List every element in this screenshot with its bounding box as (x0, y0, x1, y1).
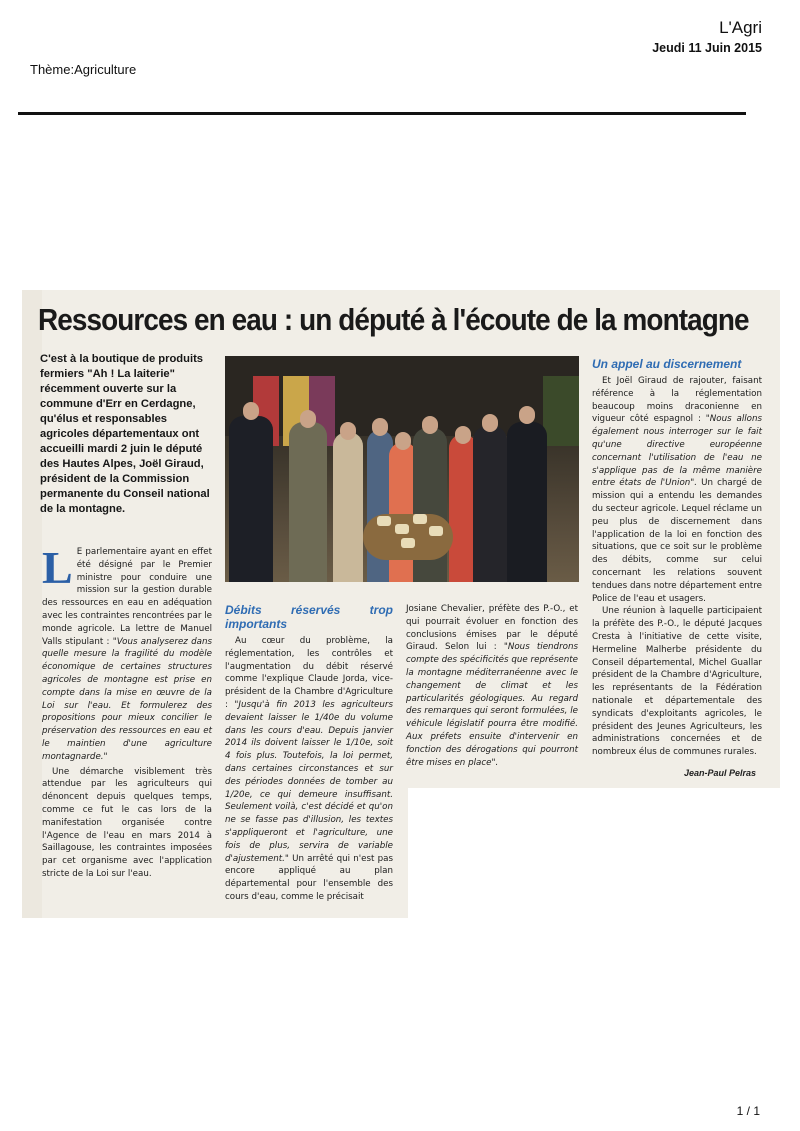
adjacent-column-edge (22, 290, 42, 918)
article-column-1 (42, 542, 212, 881)
article-intro: C'est à la boutique de produits fermiers "Ah ! La laiterie" récemment ouverte sur la commune d'Err en Cerdagne, qu'élus et responsables agricoles départementaux ont accueilli mardi 2 juin le député des Hautes Alpes, Joël Giraud, président de la Commission permanente du Conseil national de la montagne. (40, 353, 210, 515)
press-clipping (22, 290, 780, 918)
article-headline: Ressources en eau : un député à l'écoute de la montagne (38, 302, 749, 337)
col4-quote: "Nous allons également nous interroger sur le fait qu'une directive européenne concernant l'utilisation de l'eau ne s'applique pas de la même manière entre états de l'Union". (592, 414, 762, 489)
article-column-3 (406, 603, 578, 769)
publication-date: Jeudi 11 Juin 2015 (652, 41, 762, 55)
col2-paragraph-1-end: Un arrêté qui n'est pas encore appliqué au plan départemental pour l'ensemble des cours d'eau, comme le précisait (225, 853, 393, 902)
col3-quote: "Nous tiendrons compte des spécificités que représente la montagne méditerranéenne avec le changement de climat et les particularités géologiques. Au regard des remarques qui seront formulées, le véhicule législatif pourra être modifié. Aux préfets ensuite d'intervenir en fonction des dérogations qui pourront être mises en place". (406, 642, 578, 768)
header-divider (18, 112, 746, 115)
article-photo (225, 356, 579, 582)
page-indicator: 1 / 1 (736, 1104, 760, 1118)
col4-paragraph-2: Une réunion à laquelle participaient la préfète des P.-O., le député Jacques Cresta à l'initiative de cette visite, Hermeline Malherbe présidente du Conseil départemental, Michel Guallar président de la Chambre d'Agriculture, les représentants de la Fédération nationale et départementale des syndicats d'exploitants agricoles, le président des Jeunes Agriculteurs, les administrations concernées et de nombreux élus de communes rurales. (592, 606, 762, 758)
col1-quote: "Vous analyserez dans quelle mesure la fragilité du modèle économique de certaines structures agricoles de montagne est prise en compte dans la mise en œuvre de la Loi sur l'eau. Et formulerez des propositions pour mieux concilier le préservation des ressources en eau et le maintien d'une agriculture montagnarde." (42, 636, 212, 762)
article-column-4 (592, 357, 762, 759)
subhead-debits: Débits réservés trop importants (225, 603, 393, 631)
subhead-discernement: Un appel au discernement (592, 357, 742, 371)
col1-paragraph-1: E parlementaire ayant en effet été désigné par le Premier ministre pour conduire une mission sur la gestion durable des ressources en eau en adéquation avec les contraintes rencontrées par le monde agricole. La lettre de Manuel Valls stipulant : (42, 547, 212, 647)
author-signature: Jean-Paul Pelras (684, 768, 757, 778)
publication-name: L'Agri (719, 18, 762, 37)
col2-quote: "Jusqu'à fin 2013 les agriculteurs devaient laisser le 1/40e du volume dans les cours d'eau. Depuis janvier 2014 ils doivent laisser le 1/10e, soit 4 fois plus. Toutefois, la loi permet, dans certaines circonstances et sur des périodes données de tomber au 1/20e, ce qui demeure insuffisant. Seulement voilà, c'est décidé et qu'on ne se fasse pas d'illusion, les textes s'appliqueront et l'agriculture, une fois de plus, servira de variable d'ajustement." (225, 699, 393, 864)
drop-cap: L (42, 542, 73, 593)
col4-paragraph-1-end: Un chargé de mission qui a entendu les demandes du secteur agricole. Lequel réclame un peu plus de discernement dans l'application de la loi en fonction des situations, que ce soit sur le problème des débits, comme sur celui concernant les relations souvent tendues dans notre département entre Police de l'eau et usagers. (592, 478, 762, 604)
col2-paragraph-1: Au cœur du problème, la réglementation, les contrôles et l'augmentation du débit réservé comme l'explique Claude Jorda, vice-président de la Chambre d'Agriculture : (225, 636, 393, 710)
article-column-2 (225, 603, 393, 904)
col1-paragraph-2: Une démarche visiblement très attendue par les agriculteurs qui dénoncent depuis quelques temps, comme ce fut le cas lors de la manifestation organisée contre l'Agence de l'eau en mars 2014 à Saillagouse, les contraintes imposées par cet organisme avec l'application stricte de la Loi sur l'eau. (42, 766, 212, 879)
theme-label: Thème:Agriculture (30, 62, 137, 77)
col4-paragraph-1: Et Joël Giraud de rajouter, faisant référence à la réglementation beaucoup moins draconienne en vigueur côté espagnol : (592, 376, 762, 425)
col3-paragraph-1: Josiane Chevalier, préfète des P.-O., et qui pourrait évoluer en fonction des conclusions émises par le député Giraud. Selon lui : (406, 604, 578, 653)
